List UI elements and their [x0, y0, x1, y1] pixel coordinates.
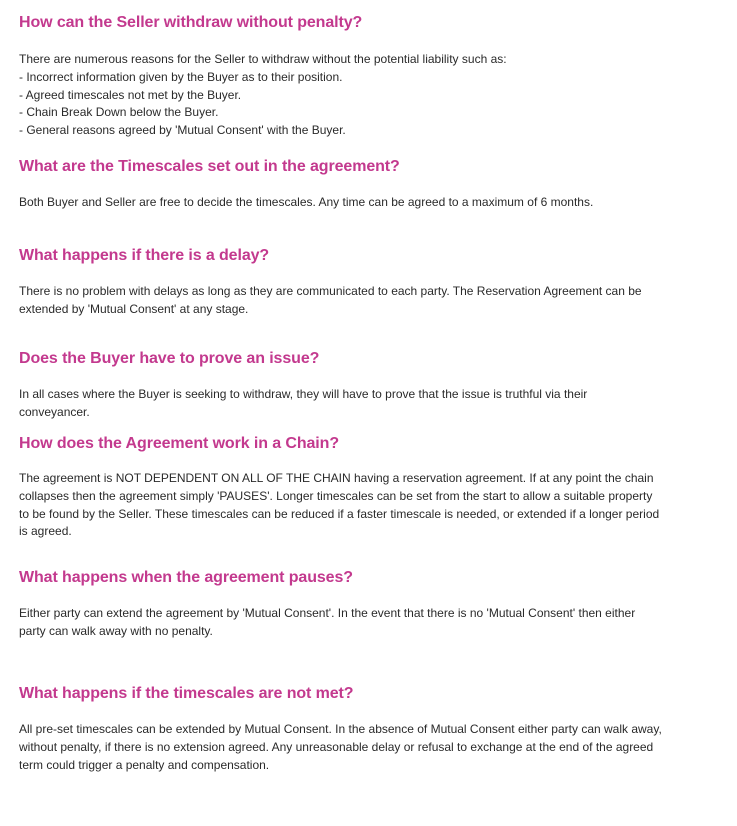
faq-question-delay: What happens if there is a delay? — [19, 247, 270, 264]
answer-line: conveyancer. — [19, 404, 90, 419]
faq-answer-prove-issue — [19, 386, 709, 422]
faq-question-agreement-pauses: What happens when the agreement pauses? — [19, 569, 353, 586]
answer-line: collapses then the agreement simply 'PAUSES'. Longer timescales can be set from the start to allow a suitable property — [19, 488, 653, 503]
faq-question-prove-issue: Does the Buyer have to prove an issue? — [19, 350, 320, 367]
answer-line: There are numerous reasons for the Seller to withdraw without the potential liability such as: — [19, 52, 507, 66]
answer-line: to be found by the Seller. These timescales can be reduced if a faster timescale is needed, or extended if a longer period — [19, 506, 660, 521]
faq-answer-delay — [19, 283, 709, 319]
faq-question-timescales-not-met: What happens if the timescales are not met? — [19, 685, 354, 702]
answer-line: is agreed. — [19, 524, 72, 539]
answer-line: - Chain Break Down below the Buyer. — [19, 105, 219, 120]
answer-line: Both Buyer and Seller are free to decide the timescales. Any time can be agreed to a maximum of 6 months. — [19, 195, 594, 209]
answer-line: In all cases where the Buyer is seeking to withdraw, they will have to prove that the issue is truthful via their — [19, 387, 588, 401]
faq-question-chain: How does the Agreement work in a Chain? — [19, 435, 339, 452]
faq-answer-timescales-not-met — [19, 721, 709, 774]
answer-line: - Agreed timescales not met by the Buyer. — [19, 87, 242, 102]
faq-answer-timescales — [19, 194, 709, 212]
faq-answer-chain — [19, 470, 709, 541]
faq-question-seller-withdraw: How can the Seller withdraw without penalty? — [19, 14, 363, 31]
answer-line: - Incorrect information given by the Buyer as to their position. — [19, 69, 343, 84]
faq-question-timescales: What are the Timescales set out in the agreement? — [19, 158, 400, 175]
answer-line: - General reasons agreed by 'Mutual Consent' with the Buyer. — [19, 123, 346, 138]
faq-answer-agreement-pauses — [19, 605, 709, 641]
answer-line: Either party can extend the agreement by 'Mutual Consent'. In the event that there is no 'Mutual Consent' then either — [19, 606, 636, 620]
answer-line: There is no problem with delays as long as they are communicated to each party. The Reservation Agreement can be — [19, 284, 642, 298]
faq-answer-seller-withdraw — [19, 51, 709, 140]
answer-line: All pre-set timescales can be extended by Mutual Consent. In the absence of Mutual Consent either party can walk away, — [19, 722, 662, 736]
answer-line: term could trigger a penalty and compensation. — [19, 757, 270, 772]
answer-line: extended by 'Mutual Consent' at any stage. — [19, 301, 249, 316]
answer-line: without penalty, if there is no extension agreed. Any unreasonable delay or refusal to exchange at the end of the agreed — [19, 739, 654, 754]
answer-line: party can walk away with no penalty. — [19, 623, 213, 638]
answer-line: The agreement is NOT DEPENDENT ON ALL OF THE CHAIN having a reservation agreement. If at any point the chain — [19, 471, 654, 485]
